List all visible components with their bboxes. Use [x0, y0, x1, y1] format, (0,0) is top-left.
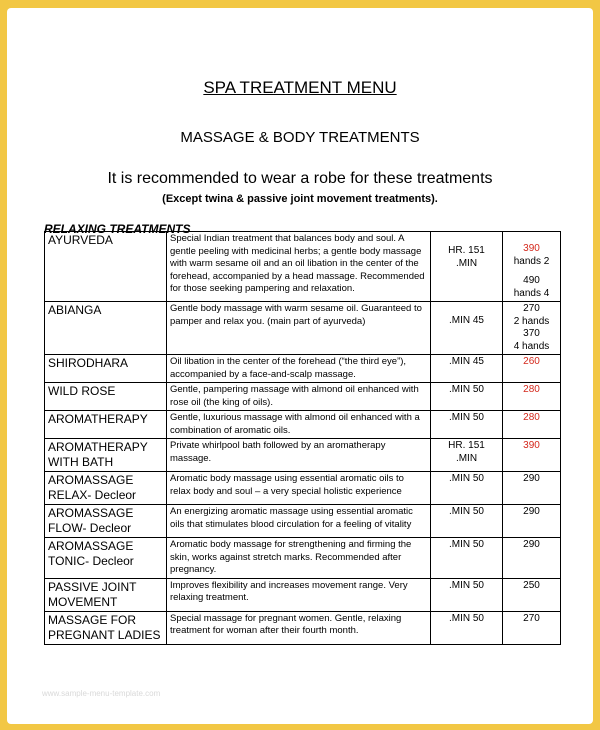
duration-text: .MIN 50	[448, 612, 484, 624]
treatment-description: Special Indian treatment that balances body and soul. A gentle peeling with medicinal herbs; a gentle body massage with warm sesame oil and an oil libation in the center of the forehead, accompanied by a head massage. Recommended for those seeking pampering and relaxation.	[167, 232, 431, 302]
treatment-description: Improves flexibility and increases movement range. Very relaxing treatment.	[167, 578, 431, 611]
table-row	[45, 383, 561, 411]
treatment-name: AROMASSAGE RELAX- Decleor	[45, 472, 167, 505]
treatment-description: Special massage for pregnant women. Gentle, relaxing treatment for woman after their fourth month.	[167, 611, 431, 644]
treatment-price	[503, 611, 561, 644]
treatment-duration	[431, 439, 503, 472]
treatment-price	[503, 383, 561, 411]
treatment-name: AROMASSAGE TONIC- Decleor	[45, 538, 167, 579]
treatment-description: Aromatic body massage using essential aromatic oils to relax body and soul – a very special holistic experience	[167, 472, 431, 505]
price-note: hands 2	[513, 255, 550, 267]
treatment-description: An energizing aromatic massage using essential aromatic oils that stimulates blood circulation for a feeling of vitality	[167, 505, 431, 538]
duration-text: .MIN 50	[448, 506, 484, 517]
price-value: 280	[523, 384, 540, 395]
treatment-price	[503, 439, 561, 472]
document-page	[7, 8, 593, 724]
duration-text: HR. 151 .MIN	[448, 440, 485, 464]
price-value: 390	[523, 243, 540, 254]
treatment-duration	[431, 611, 503, 644]
duration-text: .MIN 50	[448, 473, 484, 484]
price-value: 290	[523, 539, 540, 550]
duration-text: .MIN 50	[448, 412, 484, 423]
treatment-duration	[431, 232, 503, 302]
treatment-duration	[431, 472, 503, 505]
treatment-price	[503, 578, 561, 611]
duration-text: .MIN 45	[448, 356, 484, 367]
duration-text: .MIN 50	[448, 384, 484, 395]
table-row	[45, 472, 561, 505]
price-value: 290	[523, 506, 540, 517]
table-row	[45, 611, 561, 644]
table-row	[45, 505, 561, 538]
watermark: www.sample-menu-template.com	[42, 689, 161, 698]
price-value: 270	[523, 612, 540, 624]
treatment-description: Gentle, luxurious massage with almond oil enhanced with a combination of aromatic oils.	[167, 411, 431, 439]
section-title: RELAXING TREATMENTS	[44, 222, 191, 236]
treatment-duration	[431, 302, 503, 355]
duration-text: .MIN 45	[448, 315, 484, 326]
table-row	[45, 578, 561, 611]
table-row	[45, 355, 561, 383]
treatment-description: Private whirlpool bath followed by an aromatherapy massage.	[167, 439, 431, 472]
price-value: 270	[523, 303, 540, 314]
treatment-price	[503, 302, 561, 355]
table-row	[45, 411, 561, 439]
treatment-price	[503, 411, 561, 439]
treatment-name: ABIANGA	[45, 302, 167, 355]
treatment-price	[503, 538, 561, 579]
treatments-table	[44, 231, 561, 645]
treatment-name: PASSIVE JOINT MOVEMENT	[45, 578, 167, 611]
treatment-duration	[431, 383, 503, 411]
price-note: 2 hands	[513, 315, 550, 327]
robe-note: It is recommended to wear a robe for these treatments	[107, 170, 493, 187]
treatment-price	[503, 472, 561, 505]
treatment-duration	[431, 355, 503, 383]
price-value: 290	[523, 473, 540, 484]
table-row	[45, 439, 561, 472]
price-value: 390	[523, 440, 540, 451]
treatment-name: AROMATHERAPY	[45, 411, 167, 439]
price-value-alt: 370	[523, 328, 540, 339]
table-row	[45, 232, 561, 302]
table-row	[45, 302, 561, 355]
treatment-description: Aromatic body massage for strengthening and firming the skin, works against stretch marks. Recommended after pregnancy.	[167, 538, 431, 579]
page-title: SPA TREATMENT MENU	[203, 78, 397, 97]
treatment-description: Gentle, pampering massage with almond oil enhanced with rose oil (the king of oils).	[167, 383, 431, 411]
treatment-name: AROMASSAGE FLOW- Decleor	[45, 505, 167, 538]
treatment-price	[503, 505, 561, 538]
price-note-alt: hands 4	[513, 287, 550, 299]
treatment-name: AYURVEDA	[45, 232, 167, 302]
price-note-alt: 4 hands	[513, 340, 550, 352]
duration-text: .MIN 50	[448, 539, 484, 550]
price-value: 250	[523, 579, 540, 591]
treatment-name: WILD ROSE	[45, 383, 167, 411]
treatment-name: AROMATHERAPY WITH BATH	[45, 439, 167, 472]
treatment-duration	[431, 411, 503, 439]
treatment-duration	[431, 538, 503, 579]
treatment-price	[503, 355, 561, 383]
price-value-alt: 490	[523, 275, 540, 286]
treatment-description: Oil libation in the center of the forehead (“the third eye”), accompanied by a face-and-scalp massage.	[167, 355, 431, 383]
price-value: 280	[523, 412, 540, 423]
duration-text: .MIN 50	[448, 579, 484, 591]
table-row	[45, 538, 561, 579]
price-value: 260	[523, 356, 540, 367]
treatment-name: MASSAGE FOR PREGNANT LADIES	[45, 611, 167, 644]
treatment-price	[503, 232, 561, 302]
treatment-duration	[431, 505, 503, 538]
page-subtitle: MASSAGE & BODY TREATMENTS	[180, 129, 420, 146]
treatment-name: SHIRODHARA	[45, 355, 167, 383]
treatment-description: Gentle body massage with warm sesame oil. Guaranteed to pamper and relax you. (main part of ayurveda)	[167, 302, 431, 355]
duration-text: HR. 151 .MIN	[448, 245, 485, 269]
treatment-duration	[431, 578, 503, 611]
robe-exception-note: (Except twina & passive joint movement treatments).	[162, 193, 438, 205]
